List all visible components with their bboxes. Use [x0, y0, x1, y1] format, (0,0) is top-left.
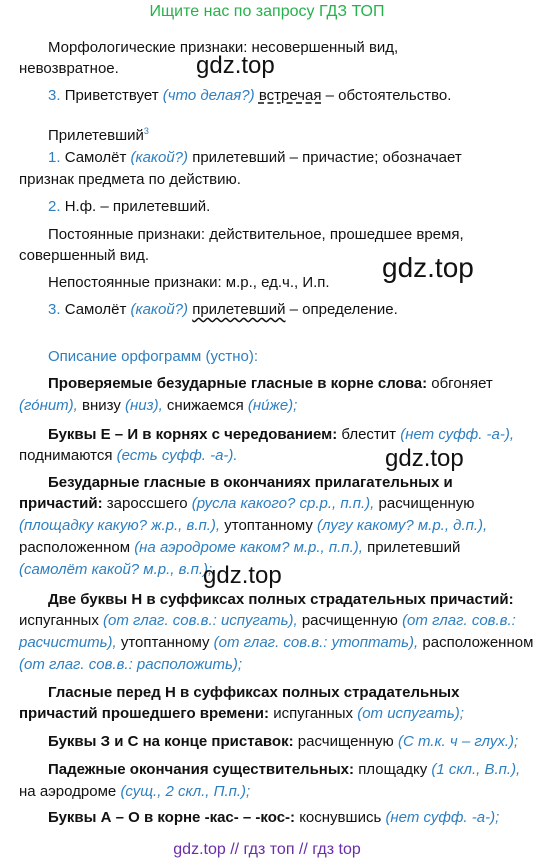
example-word: испуганных: [19, 612, 99, 629]
example-word: коснувшись: [299, 809, 382, 826]
question: (от глаг. сов.в.:: [402, 612, 516, 629]
question: (лугу какому? м.р., д.п.),: [317, 517, 488, 534]
watermark: gdz.top: [203, 562, 282, 589]
underlined-word: встречая: [258, 87, 322, 104]
example-word: расчищенную: [297, 733, 394, 750]
text-line: [19, 560, 212, 580]
example-word: аэродроме: [39, 783, 117, 800]
text: – обстоятельство.: [325, 87, 452, 104]
question: (от глаг. сов.в.: расположить);: [19, 656, 243, 673]
question: (от испугать);: [357, 705, 464, 722]
question: (на аэродроме каком? м.р., п.п.),: [134, 539, 363, 556]
word-heading: [48, 121, 149, 146]
heading-text: Прилетевший: [48, 127, 144, 144]
text-line: [48, 374, 493, 394]
question: (С т.к. ч – глух.);: [397, 733, 519, 750]
example-word: зароссшего: [106, 495, 188, 512]
example-word: расчищенную: [301, 612, 398, 629]
example-word: расчищенную: [378, 495, 475, 512]
watermark: gdz.top: [385, 445, 464, 472]
text: Самолёт: [64, 149, 127, 166]
rule-title: Падежные окончания существительных:: [48, 761, 355, 778]
item-number: 2.: [48, 198, 61, 215]
question: (нет суфф. -а-);: [385, 809, 500, 826]
question: (го́нит),: [19, 397, 78, 414]
question: (самолёт какой? м.р., в.п.);: [19, 561, 213, 578]
text-line: [48, 808, 499, 828]
rule-title: Буквы З и С на конце приставок:: [48, 733, 294, 750]
example-word: испуганных: [273, 705, 354, 722]
text: – определение.: [289, 301, 398, 318]
rule-title: Гласные перед Н в суффиксах полных страдательных: [48, 684, 460, 701]
text-line: [48, 760, 520, 780]
rule-title: причастий:: [19, 495, 103, 512]
example-word: обгоняет: [431, 375, 493, 392]
example-word: утоптанному: [224, 517, 313, 534]
example-word: площадку: [358, 761, 428, 778]
question: (какой?): [130, 149, 189, 166]
item-number: 3.: [48, 301, 61, 318]
example-word: внизу: [82, 397, 121, 414]
section-title: Описание орфограмм (устно):: [48, 348, 258, 365]
text-line: [19, 494, 475, 514]
question: (площадку какую? ж.р., в.п.),: [19, 517, 221, 534]
example-word: блестит: [341, 426, 397, 443]
text-line: [19, 782, 250, 802]
text-line: Морфологические признаки: несовершенный вид,: [48, 39, 399, 56]
text-line: невозвратное.: [19, 60, 119, 77]
promo-header: Ищите нас по запросу ГДЗ ТОП: [149, 3, 385, 20]
example-word: расположенном: [19, 539, 131, 556]
text-line: [48, 425, 514, 445]
rule-title: Буквы Е – И в корнях с чередованием:: [48, 426, 338, 443]
rule-title: Проверяемые безударные гласные в корне слова:: [48, 375, 428, 392]
question: (сущ., 2 скл., П.п.);: [120, 783, 251, 800]
rule-title: Безударные гласные в окончаниях прилагательных и: [48, 474, 453, 491]
rule-title: Две буквы Н в суффиксах полных страдательных причастий:: [48, 591, 514, 608]
question: (от глаг. сов.в.: испугать),: [103, 612, 298, 629]
text-line: [19, 446, 238, 466]
question: (ни́же);: [247, 397, 298, 414]
text-line: [19, 611, 516, 631]
rule-title: причастий прошедшего времени:: [19, 705, 270, 722]
item-number: 3.: [48, 87, 61, 104]
watermark: gdz.top: [382, 252, 474, 283]
text-line: [19, 655, 242, 675]
text-line: Непостоянные признаки: м.р., ед.ч., И.п.: [48, 274, 330, 291]
text: Н.ф. – прилетевший.: [64, 198, 211, 215]
question: (что делая?): [162, 87, 255, 104]
text-line: [48, 300, 398, 320]
rule-title: Буквы А – О в корне -кас- – -кос-:: [48, 809, 296, 826]
question: (какой?): [130, 301, 189, 318]
question: (нет суфф. -а-),: [400, 426, 515, 443]
question: (низ),: [125, 397, 163, 414]
example-word: прилетевший: [367, 539, 461, 556]
promo-footer: gdz.top // гдз топ // гдз top: [173, 841, 361, 858]
text-line: [48, 732, 518, 752]
example-word: утоптанному: [120, 634, 210, 651]
text: Приветствует: [64, 87, 159, 104]
text-line: [48, 86, 451, 106]
text-line: [48, 148, 462, 168]
superscript: 3: [143, 126, 149, 136]
item-number: 1.: [48, 149, 61, 166]
text-line: [19, 538, 460, 558]
text-line: [48, 197, 210, 217]
question: расчистить),: [19, 634, 117, 651]
text-line: [19, 396, 297, 416]
text: Самолёт: [64, 301, 127, 318]
question: (1 скл., В.п.),: [431, 761, 521, 778]
example-word: расположенном: [422, 634, 534, 651]
watermark: gdz.top: [196, 52, 275, 79]
text-line: Постоянные признаки: действительное, прошедшее время,: [48, 226, 464, 243]
text-line: совершенный вид.: [19, 247, 150, 264]
example-word: поднимаются: [19, 447, 113, 464]
underlined-word: прилетевший: [192, 301, 286, 318]
text-line: [19, 633, 533, 653]
text-line: [19, 704, 464, 724]
text-line: признак предмета по действию.: [19, 171, 241, 188]
example-word: снижаемся: [166, 397, 244, 414]
question: (русла какого? ср.р., п.п.),: [191, 495, 375, 512]
text: прилетевший – причастие; обозначает: [192, 149, 462, 166]
question: (есть суфф. -а-).: [116, 447, 238, 464]
text-line: [19, 516, 487, 536]
text: на: [19, 783, 36, 800]
question: (от глаг. сов.в.: утоптать),: [213, 634, 419, 651]
